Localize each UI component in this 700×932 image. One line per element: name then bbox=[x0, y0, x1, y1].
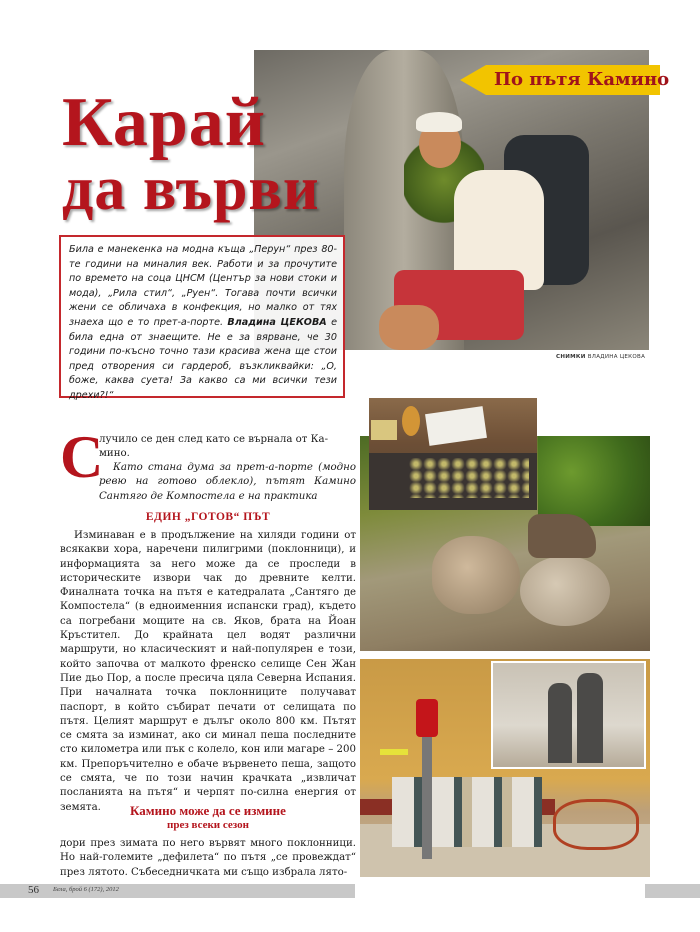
photo-credit bbox=[556, 354, 645, 360]
paragraph-3: Изминаван е в продължение на хиляди години от всякакви хора, наречени пилигрими (поклонници), и информацията за него може да се проследи в историческите извори чак до древните келти. Финалната точка на пътя е катедралата „Сантяго де Компостела“ (в едноименния испански град), където са погребани мощите на св. Яков, брата на Йоан Кръстител. До крайната цел водят различни маршрути, но класическият и най-популярен е този, който започва от малкото френско селище Сен Жан Пие дьо Пор, а после пресича цяла Северна Испания. При началната точка поклонниците получават паспорт, в който събират печати от селищата по пътя. Целият маршрут е дълъг около 800 км. Пътят се смята за изминат, ако си минал пеша последните сто километра или пък с колело, кон или магаре – 200 км. Препоръчително е обаче вървенето пеша, защото се смята, че по този начин крачката „извличат посланията на пътя“ и черпят по-силна енергия от земята. bbox=[60, 530, 356, 813]
photo-credit-label: СНИМКИ bbox=[556, 354, 586, 360]
paragraph-2: Като стана дума за прет-а-порте (модно ревю на готово облекло), пътят Камино Сантяго де Компостела е на практика bbox=[99, 462, 356, 502]
footer-bar-right bbox=[645, 884, 700, 898]
drop-cap: С bbox=[60, 424, 104, 490]
paragraph-1-line-2: мино. bbox=[99, 448, 130, 459]
subheading-1: ЕДИН „ГОТОВ“ ПЪТ bbox=[145, 511, 271, 523]
photo-credit-author: ВЛАДИНА ЦЕКОВА bbox=[587, 354, 646, 360]
page-number: 56 bbox=[28, 884, 39, 896]
paragraph-4: дори през зимата по него вървят много поклонници. Но най-големите „дефилета“ по пътя „се провеждат“ през лятото. Събеседничката ми също избрала лято- bbox=[60, 838, 356, 878]
journal-issue: Бела, брой 6 (172), 2012 bbox=[53, 886, 119, 893]
intro-person-name: Владина ЦЕКОВА bbox=[227, 316, 327, 328]
photo-table-items bbox=[369, 398, 537, 510]
article-title-line1: Карай bbox=[62, 84, 267, 161]
intro-text-before: Била е манекенка на модна къща „Перун“ през 80-те години на миналия век. Работи и за прочутите по времето на соца ЦНСМ (Център за нови стоки и мода), „Рила стил“, „Руен“. Тогава почти всички жени се обличаха в конфекция, но малко от тях знаеха що е то прет-а-порте. bbox=[69, 244, 337, 328]
intro-box bbox=[59, 235, 345, 401]
section-tag-label: По пътя Камино bbox=[494, 69, 670, 90]
arrow-left-icon bbox=[460, 65, 486, 95]
subheading-2-line-2: през всеки сезон bbox=[166, 819, 249, 831]
photo-shadows-inset bbox=[491, 661, 646, 769]
paragraph-1-line-1: лучило се ден след като се върнала от Ка- bbox=[99, 434, 329, 445]
article-title-line2: да върви bbox=[62, 155, 320, 223]
subheading-2-line-1: Камино може да се измине bbox=[130, 803, 286, 818]
arrow-right-icon bbox=[380, 749, 408, 755]
section-tag bbox=[460, 65, 670, 95]
intro-text-after: е била една от знаещите. Не е за вярване, че 30 години по-късно точно тази красива жена ще стои пред отворения си гардероб, възкликвайки: „О, боже, каква суета! За какво са ми всички тези дрехи?!“ bbox=[69, 316, 338, 401]
